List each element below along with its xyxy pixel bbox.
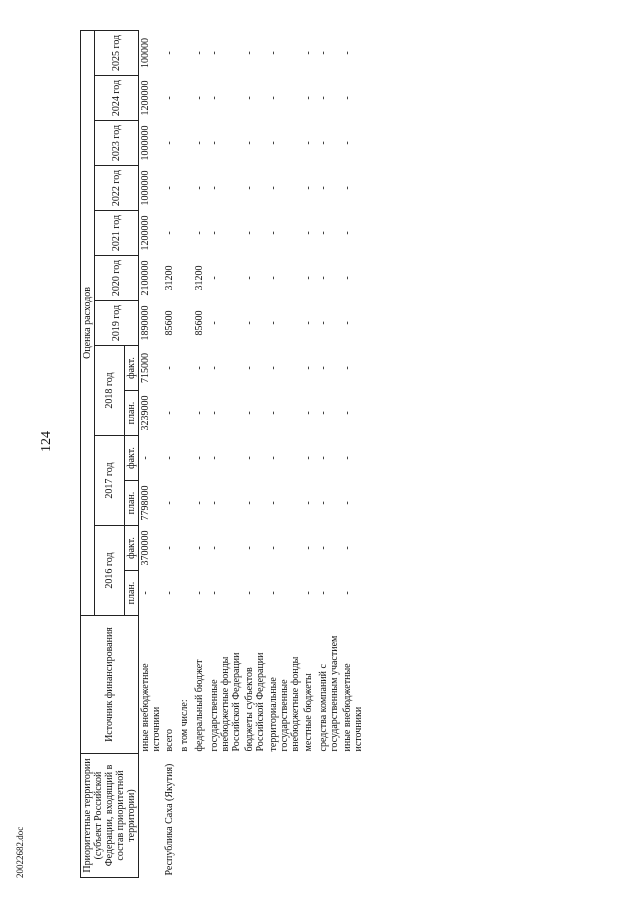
value-cell: -	[209, 546, 220, 550]
value-cell: -	[342, 366, 353, 370]
value-cell	[178, 30, 193, 75]
value-cell	[178, 166, 193, 211]
value-cell: -	[268, 546, 279, 550]
rotated-table-container	[80, 30, 618, 878]
value-cell: -	[318, 321, 329, 325]
value-cell: -	[342, 96, 353, 100]
source-cell: иные внебюджетные источники	[342, 663, 364, 752]
territory-cell	[208, 754, 243, 878]
header-year-2020: 2020 год	[95, 256, 139, 301]
header-2016-fact: факт.	[125, 526, 139, 571]
value-cell: -	[268, 366, 279, 370]
value-cell: -	[268, 141, 279, 145]
page-number: 124	[39, 431, 54, 452]
header-year-2017: 2017 год	[95, 436, 125, 526]
header-year-2019: 2019 год	[95, 301, 139, 346]
value-cell: -	[342, 51, 353, 55]
value-cell: -	[164, 456, 175, 460]
value-cell: -	[194, 51, 205, 55]
value-cell: -	[209, 276, 220, 280]
value-cell: -	[268, 186, 279, 190]
value-cell: -	[268, 231, 279, 235]
value-cell	[178, 391, 193, 436]
source-cell: иные внебюджетные источники	[140, 663, 162, 752]
table-row	[139, 30, 164, 877]
territory-cell	[178, 754, 193, 878]
value-cell	[178, 481, 193, 526]
value-cell: -	[244, 591, 255, 595]
source-cell: всего	[164, 728, 175, 752]
value-cell: -	[268, 591, 279, 595]
value-cell	[178, 256, 193, 301]
value-cell: -	[194, 411, 205, 415]
value-cell: -	[164, 231, 175, 235]
value-cell: -	[268, 96, 279, 100]
value-cell: -	[194, 141, 205, 145]
table-row	[302, 30, 317, 877]
value-cell: -	[268, 411, 279, 415]
header-estimate: Оценка расходов	[81, 30, 95, 615]
value-cell: -	[244, 231, 255, 235]
source-cell: в том числе:	[179, 699, 190, 752]
value-cell: -	[244, 321, 255, 325]
header-year-2025: 2025 год	[95, 30, 139, 75]
value-cell: -	[303, 366, 314, 370]
table-row	[193, 30, 208, 877]
value-cell: -	[194, 231, 205, 235]
value-cell: -	[268, 501, 279, 505]
value-cell: -	[209, 456, 220, 460]
header-2018-plan: план.	[125, 391, 139, 436]
value-cell: -	[244, 366, 255, 370]
value-cell: -	[244, 186, 255, 190]
value-cell: -	[303, 51, 314, 55]
table-row	[243, 30, 267, 877]
value-cell: -	[194, 186, 205, 190]
value-cell: -	[140, 591, 151, 595]
value-cell: -	[303, 276, 314, 280]
table-row	[267, 30, 302, 877]
header-2018-fact: факт.	[125, 346, 139, 391]
value-cell: -	[209, 366, 220, 370]
value-cell: -	[209, 321, 220, 325]
value-cell: -	[318, 51, 329, 55]
value-cell: -	[342, 276, 353, 280]
value-cell: -	[342, 321, 353, 325]
value-cell: -	[164, 366, 175, 370]
value-cell: -	[342, 591, 353, 595]
value-cell: -	[318, 276, 329, 280]
value-cell: -	[140, 456, 151, 460]
source-cell: территориальные государственные внебюджетные фонды	[268, 656, 301, 752]
value-cell: 1000000	[140, 125, 151, 161]
value-cell: 85600	[194, 310, 205, 336]
value-cell	[178, 301, 193, 346]
value-cell: -	[244, 276, 255, 280]
value-cell: 31200	[164, 265, 175, 291]
value-cell: 1200000	[140, 80, 151, 116]
value-cell: 1200000	[140, 215, 151, 251]
value-cell: -	[303, 501, 314, 505]
header-source: Источник финансирования	[81, 616, 139, 754]
value-cell: -	[244, 546, 255, 550]
value-cell: -	[318, 231, 329, 235]
value-cell: -	[268, 276, 279, 280]
value-cell: -	[194, 366, 205, 370]
value-cell: -	[164, 51, 175, 55]
value-cell: -	[318, 411, 329, 415]
source-cell: местные бюджеты	[303, 673, 314, 752]
table-row	[317, 30, 341, 877]
territory-cell	[193, 754, 208, 878]
value-cell: -	[164, 546, 175, 550]
header-year-2016: 2016 год	[95, 526, 125, 616]
value-cell: -	[194, 591, 205, 595]
value-cell: -	[244, 51, 255, 55]
value-cell: -	[194, 96, 205, 100]
value-cell: -	[244, 411, 255, 415]
value-cell: -	[209, 186, 220, 190]
territory-cell	[302, 754, 317, 878]
value-cell: 1890000	[140, 305, 151, 341]
territory-cell	[139, 754, 164, 878]
value-cell: -	[268, 321, 279, 325]
value-cell: -	[318, 591, 329, 595]
source-cell: государственные внебюджетные фонды Российской Федерации	[209, 652, 242, 752]
header-year-2021: 2021 год	[95, 211, 139, 256]
value-cell: -	[244, 141, 255, 145]
value-cell: -	[342, 231, 353, 235]
value-cell	[178, 526, 193, 571]
value-cell: -	[318, 456, 329, 460]
value-cell: 7798000	[140, 485, 151, 521]
value-cell: -	[244, 96, 255, 100]
value-cell: -	[194, 501, 205, 505]
value-cell: -	[268, 51, 279, 55]
value-cell: -	[268, 456, 279, 460]
value-cell: -	[164, 411, 175, 415]
value-cell: -	[303, 546, 314, 550]
value-cell: -	[164, 141, 175, 145]
territory-cell: Республика Саха (Якутия)	[164, 763, 175, 876]
table-row	[208, 30, 243, 877]
value-cell: -	[209, 51, 220, 55]
value-cell: -	[164, 501, 175, 505]
header-2017-fact: факт.	[125, 436, 139, 481]
value-cell: -	[303, 411, 314, 415]
value-cell: 85600	[164, 310, 175, 336]
value-cell: -	[318, 366, 329, 370]
value-cell: -	[303, 591, 314, 595]
territory-cell	[243, 754, 267, 878]
value-cell: -	[244, 456, 255, 460]
value-cell: 3239000	[140, 395, 151, 431]
header-year-2024: 2024 год	[95, 76, 139, 121]
territory-cell	[341, 754, 365, 878]
header-year-2018: 2018 год	[95, 346, 125, 436]
territory-cell	[267, 754, 302, 878]
header-2016-plan: план.	[125, 571, 139, 616]
value-cell: 2100000	[140, 260, 151, 296]
table-row	[163, 30, 178, 877]
header-year-2023: 2023 год	[95, 121, 139, 166]
value-cell: -	[303, 96, 314, 100]
source-cell: средства компаний с государственным участием	[318, 635, 340, 752]
value-cell: 31200	[194, 265, 205, 291]
value-cell: -	[303, 456, 314, 460]
territory-cell	[317, 754, 341, 878]
value-cell	[178, 571, 193, 616]
value-cell: -	[209, 231, 220, 235]
header-year-2022: 2022 год	[95, 166, 139, 211]
value-cell	[178, 121, 193, 166]
value-cell: -	[194, 546, 205, 550]
value-cell: -	[342, 141, 353, 145]
source-cell: бюджеты субъектов Российской Федерации	[244, 652, 266, 752]
source-cell: федеральный бюджет	[194, 659, 205, 752]
value-cell	[178, 346, 193, 391]
financing-table	[80, 30, 365, 878]
table-row	[341, 30, 365, 877]
value-cell: -	[342, 456, 353, 460]
value-cell: -	[318, 186, 329, 190]
value-cell: 1000000	[140, 170, 151, 206]
value-cell: -	[342, 411, 353, 415]
value-cell: -	[209, 591, 220, 595]
value-cell: -	[318, 141, 329, 145]
value-cell	[178, 211, 193, 256]
value-cell: -	[209, 411, 220, 415]
value-cell: -	[164, 96, 175, 100]
value-cell: -	[318, 501, 329, 505]
file-name: 20022682.doc	[15, 826, 25, 878]
value-cell: -	[318, 546, 329, 550]
value-cell: -	[342, 546, 353, 550]
value-cell: 3700000	[140, 530, 151, 566]
value-cell: -	[194, 456, 205, 460]
value-cell: -	[303, 141, 314, 145]
value-cell: -	[303, 186, 314, 190]
header-territory: Приоритетные территории (субъект Российской Федерации, входящий в состав приоритетной территории)	[81, 754, 139, 878]
value-cell: -	[209, 501, 220, 505]
value-cell: -	[209, 96, 220, 100]
value-cell: -	[342, 186, 353, 190]
table-header	[81, 30, 139, 877]
value-cell: -	[318, 96, 329, 100]
value-cell: 100000	[140, 37, 151, 68]
value-cell	[178, 436, 193, 481]
value-cell: -	[164, 186, 175, 190]
table-row	[178, 30, 193, 877]
table-body	[139, 30, 366, 877]
value-cell: 715000	[140, 353, 151, 383]
value-cell: -	[303, 231, 314, 235]
value-cell: -	[342, 501, 353, 505]
header-2017-plan: план.	[125, 481, 139, 526]
value-cell: -	[164, 591, 175, 595]
value-cell	[178, 76, 193, 121]
value-cell: -	[209, 141, 220, 145]
value-cell: -	[303, 321, 314, 325]
value-cell: -	[244, 501, 255, 505]
